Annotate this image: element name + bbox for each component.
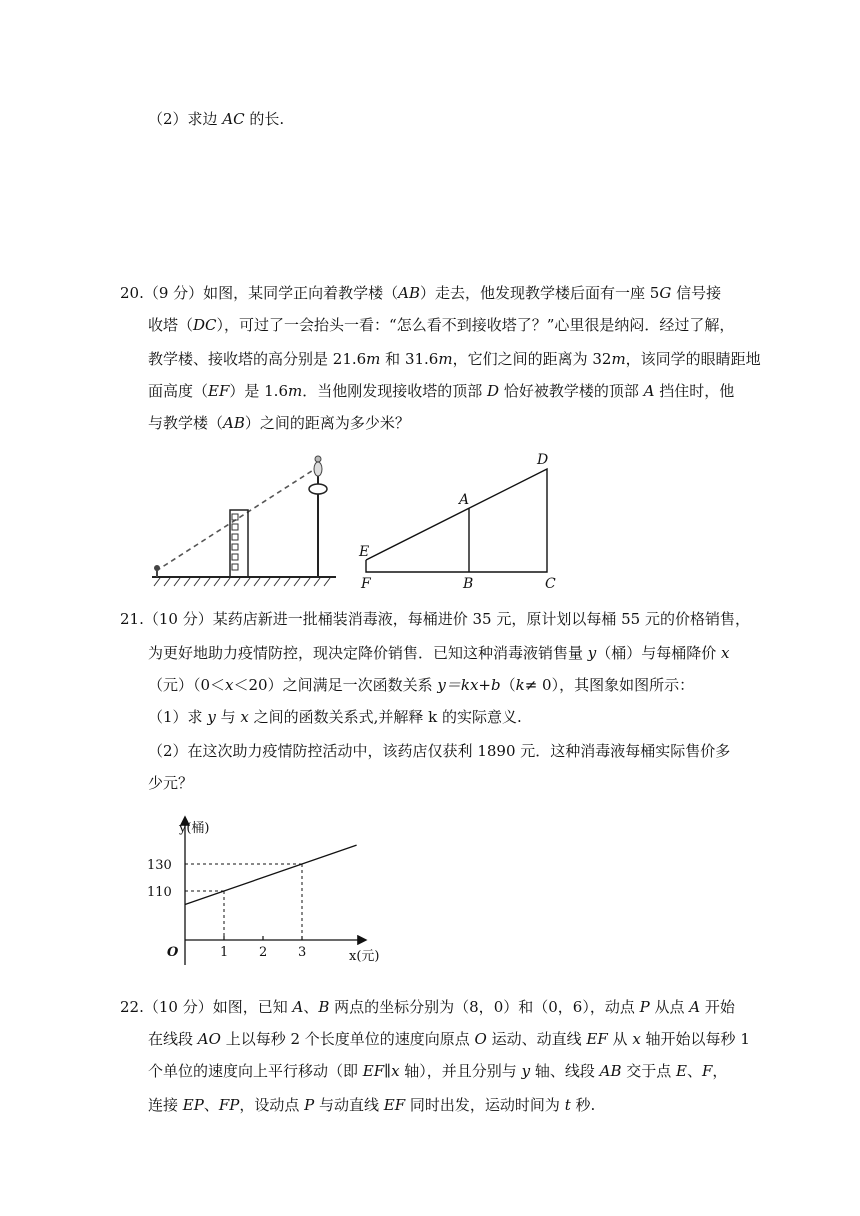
q21-line-3: （元）（0＜x＜20）之间满足一次函数关系 y＝kx+b（k≠ 0），其图象如图所示： [148, 676, 695, 694]
q21-part1: （1）求 y 与 x 之间的函数关系式,并解释 k 的实际意义. [148, 708, 522, 726]
q19-part2-line: （2）求边 AC 的长. [148, 110, 285, 128]
q20-line-3: 教学楼、接收塔的高分别是 21.6m 和 31.6m，它们之间的距离为 32m，该同学的眼睛距地 [148, 350, 761, 368]
x-tick-label: 2 [259, 945, 268, 960]
person-icon [154, 565, 160, 577]
q21-part2-line-2: 少元？ [148, 774, 194, 792]
q22-line-4: 连接 EP、FP，设动点 P 与动直线 EF 同时出发，运动时间为 t 秒. [148, 1096, 596, 1114]
signal-tower-icon [309, 456, 327, 577]
q21-line-2: 为更好地助力疫情防控，现决定降价销售．已知这种消毒液销售量 y（桶）与每桶降价 x [148, 644, 730, 662]
x-tick-label: 3 [298, 945, 307, 960]
label-f: F [361, 576, 371, 592]
q20-line-5: 与教学楼（AB）之间的距离为多少米？ [148, 414, 410, 432]
q20-illustration [140, 448, 340, 588]
origin-label: O [167, 945, 179, 960]
q20-line-4: 面高度（EF）是 1.6m．当他刚发现接收塔的顶部 D 恰好被教学楼的顶部 A 挡住时，他 [148, 382, 735, 400]
outer-triangle [366, 469, 547, 572]
q21-line-1: 21.（10 分）某药店新进一批桶装消毒液，每桶进价 35 元，原计划以每桶 55 元的价格销售， [120, 610, 750, 628]
label-b: B [463, 576, 474, 592]
building-icon [230, 510, 248, 577]
x-axis-label: x(元) [349, 949, 380, 964]
x-tick-label: 1 [220, 945, 229, 960]
label-e: E [359, 544, 370, 560]
label-a: A [459, 492, 470, 508]
y-tick-label: 110 [147, 885, 172, 900]
q22-line-3: 个单位的速度向上平行移动（即 EF∥x 轴），并且分别与 y 轴、线段 AB 交于点 E、F， [148, 1062, 728, 1080]
series-line [185, 845, 357, 904]
q21-chart [145, 810, 395, 970]
q20-line-2: 收塔（DC），可过了一会抬头一看：“怎么看不到接收塔了？”心里很是纳闷．经过了解， [148, 316, 735, 334]
ground-hatch [154, 578, 330, 586]
y-axis-label: y(桶) [179, 821, 210, 836]
y-tick-label: 130 [147, 858, 172, 873]
sight-line [156, 467, 318, 571]
label-d: D [537, 452, 549, 468]
q20-line-1: 20.（9 分）如图，某同学正向着教学楼（AB）走去，他发现教学楼后面有一座 5G 信号接 [120, 284, 722, 302]
q22-line-2: 在线段 AO 上以每秒 2 个长度单位的速度向原点 O 运动、动直线 EF 从 x 轴开始以每秒 1 [148, 1030, 750, 1048]
q20-geometry-figure [355, 448, 575, 593]
q21-part2-line-1: （2）在这次助力疫情防控活动中，该药店仅获利 1890 元．这种消毒液每桶实际售价多 [148, 742, 731, 760]
q22-line-1: 22.（10 分）如图，已知 A、B 两点的坐标分别为（8，0）和（0，6），动点 P 从点 A 开始 [120, 998, 735, 1016]
label-c: C [545, 576, 556, 592]
